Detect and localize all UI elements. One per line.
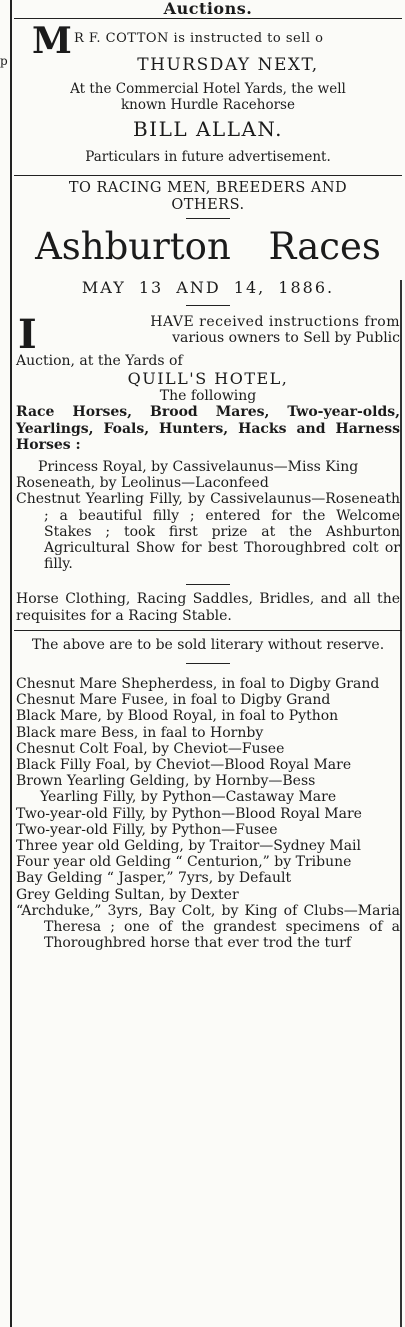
short-divider	[186, 663, 230, 664]
following-label: The following	[159, 388, 257, 405]
drop-cap-m: M	[32, 20, 72, 62]
column-rule-left	[10, 0, 12, 1327]
lot-item: Black Mare, by Blood Royal, in foal to Python	[16, 708, 339, 725]
racing-heading-2: OTHERS.	[171, 197, 245, 213]
short-divider	[186, 305, 230, 306]
divider	[14, 630, 402, 631]
drop-cap-i: I	[18, 311, 37, 358]
cotton-line-1: R F. COTTON is instructed to sell o	[74, 31, 324, 46]
short-divider	[186, 218, 230, 219]
horse-name: BILL ALLAN.	[132, 117, 284, 141]
lot-item: Two-year-old Filly, by Python—Blood Royal Mare	[16, 805, 362, 822]
lot-item: Brown Yearling Gelding, by Hornby—Bess	[16, 773, 316, 790]
hotel-name: QUILL'S HOTEL,	[127, 369, 289, 389]
racing-heading-1: TO RACING MEN, BREEDERS AND	[68, 180, 348, 196]
reserve-notice: The above are to be sold literary without reserve.	[31, 636, 385, 653]
entry-roseneath: Roseneath, by Leolinus—Laconfeed	[16, 475, 269, 492]
particulars-note: Particulars in future advertisement.	[85, 149, 331, 165]
venue-line-2: known Hurdle Racehorse	[121, 97, 295, 113]
lot-item: Two-year-old Filly, by Python—Fusee	[16, 821, 278, 838]
column-rule-right	[400, 280, 402, 1327]
entry-chestnut-yearling: Chestnut Yearling Filly, by Cassivelaunus—Roseneath ; a beautiful filly ; entered for the Welcome Stakes ; took first prize at the Ashburton Agricultural Show for best Thoroughbred colt or filly.	[16, 491, 400, 573]
lots-list	[16, 676, 400, 951]
lot-item: Three year old Gelding, by Traitor—Sydney Mail	[16, 838, 362, 855]
intro-line-2: various owners to Sell by Public	[172, 330, 400, 347]
lot-item: Chesnut Mare Fusee, in foal to Digby Grand	[16, 692, 331, 709]
horse-classes: Race Horses, Brood Mares, Two-year-olds, Yearlings, Foals, Hunters, Hacks and Harness Horses :	[16, 404, 400, 453]
venue-line-1: At the Commercial Hotel Yards, the well	[70, 81, 346, 97]
ashburton-races-title: Ashburton Races	[35, 225, 381, 268]
lot-item: Bay Gelding “ Jasper,” 7yrs, by Default	[16, 870, 292, 887]
entry-princess-royal: Princess Royal, by Cassivelaunus—Miss King	[38, 459, 359, 476]
section-heading-auctions: Auctions.	[163, 0, 253, 18]
racing-advertisement	[16, 180, 400, 952]
clothing-notice: Horse Clothing, Racing Saddles, Bridles, and all the requisites for a Racing Stable.	[16, 591, 400, 624]
newspaper-column	[16, 0, 400, 952]
lot-item: Yearling Filly, by Python—Castaway Mare	[40, 789, 337, 806]
intro-paragraph	[16, 311, 400, 369]
intro-line-1: HAVE received instructions from	[150, 314, 400, 330]
lot-item: Grey Gelding Sultan, by Dexter	[16, 886, 239, 903]
lot-item: “Archduke,” 3yrs, Bay Colt, by King of Clubs—Maria Theresa ; one of the grandest specimens of a Thoroughbred horse that ever trod the turf	[16, 902, 400, 952]
lot-item: Black Filly Foal, by Cheviot—Blood Royal Mare	[16, 757, 352, 774]
lot-item: Four year old Gelding “ Centurion,” by Tribune	[16, 854, 352, 871]
lot-item: Black mare Bess, in faal to Hornby	[16, 724, 264, 741]
lot-item: Chesnut Colt Foal, by Cheviot—Fusee	[16, 740, 285, 757]
race-dates: MAY 13 AND 14, 1886.	[81, 278, 335, 297]
intro-line-3: Auction, at the Yards of	[16, 353, 183, 369]
cotton-advertisement	[16, 19, 400, 177]
short-divider	[186, 584, 230, 585]
auction-day: THURSDAY NEXT,	[137, 55, 319, 75]
lot-item: Chesnut Mare Shepherdess, in foal to Digby Grand	[16, 676, 380, 693]
margin-mark: p	[0, 54, 8, 68]
